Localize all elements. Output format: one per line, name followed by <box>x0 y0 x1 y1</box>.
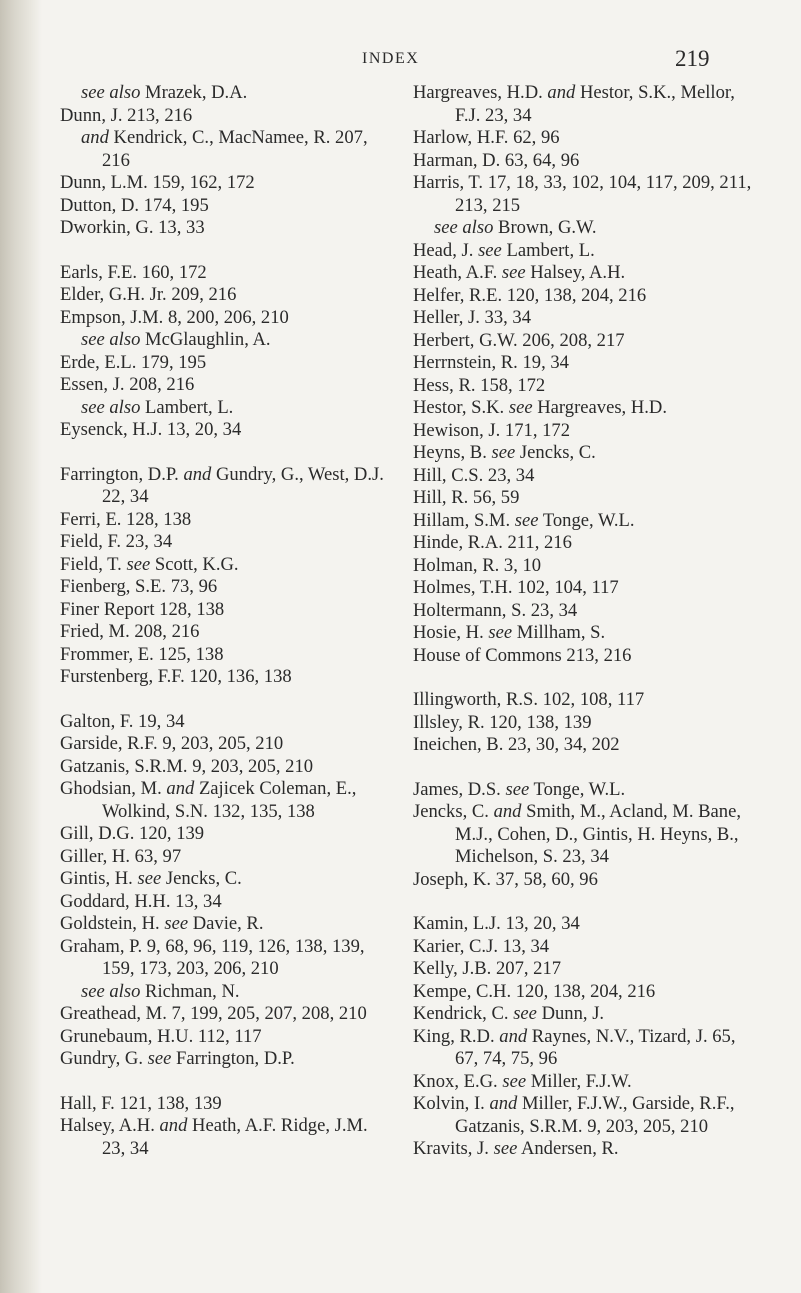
index-column-right <box>413 82 763 1161</box>
index-entry <box>60 172 390 195</box>
index-entry <box>413 734 763 757</box>
entry-text: Harman, D. 63, 64, 96 <box>413 149 580 171</box>
cross-reference-label: see <box>478 239 502 261</box>
entry-text: House of Commons 213, 216 <box>413 644 632 666</box>
index-entry <box>60 936 390 981</box>
entry-text: Gatzanis, S.R.M. 9, 203, 205, 210 <box>60 755 314 777</box>
letter-group-gap <box>60 1071 390 1093</box>
index-entry <box>60 284 390 307</box>
entry-text: Field, F. 23, 34 <box>60 531 173 552</box>
index-entry <box>413 779 763 802</box>
index-entry <box>413 532 763 555</box>
index-entry <box>413 913 763 936</box>
index-entry <box>60 778 390 823</box>
entry-text: Ghodsian, M. <box>60 778 167 799</box>
index-entry <box>60 195 390 218</box>
entry-text-continued: Heath, A.F. Ridge, J.M. 23, 34 <box>102 1115 368 1159</box>
entry-text: Herbert, G.W. 206, 208, 217 <box>413 329 625 351</box>
index-entry <box>60 621 390 644</box>
index-entry <box>413 869 763 892</box>
index-subentry <box>60 981 390 1004</box>
entry-text: Richman, N. <box>140 980 240 1002</box>
entry-text: Gill, D.G. 120, 139 <box>60 823 205 844</box>
index-entry <box>60 554 390 577</box>
index-entry <box>60 599 390 622</box>
index-entry <box>413 689 763 712</box>
entry-text: Gintis, H. <box>60 868 138 889</box>
entry-text: Heyns, B. <box>413 442 492 463</box>
index-subentry <box>60 127 390 172</box>
entry-text: Jencks, C. <box>413 801 494 822</box>
entry-text: Illsley, R. 120, 138, 139 <box>413 711 592 733</box>
index-entry <box>413 127 763 150</box>
entry-text: Ineichen, B. 23, 30, 34, 202 <box>413 734 620 755</box>
index-entry <box>60 105 390 128</box>
entry-text: Graham, P. 9, 68, 96, 119, 126, 138, 139, 159, 173, 203, 206, 210 <box>60 935 365 979</box>
index-entry <box>413 307 763 330</box>
letter-group-gap <box>60 689 390 711</box>
entry-text: Kamin, L.J. 13, 20, 34 <box>413 913 580 934</box>
index-entry <box>413 420 763 443</box>
entry-text: Hestor, S.K. <box>413 397 509 418</box>
index-entry <box>60 374 390 397</box>
entry-text-continued: Halsey, A.H. <box>525 262 626 283</box>
entry-text: Garside, R.F. 9, 203, 205, 210 <box>60 733 284 754</box>
cross-reference-label: and <box>159 1115 188 1136</box>
index-entry <box>60 1115 390 1160</box>
index-entry <box>413 1026 763 1071</box>
entry-text: Eysenck, H.J. 13, 20, 34 <box>60 419 242 440</box>
index-entry <box>413 285 763 308</box>
entry-text: Empson, J.M. 8, 200, 206, 210 <box>60 306 289 328</box>
cross-reference-label: see <box>491 442 516 463</box>
index-entry <box>60 509 390 532</box>
index-entry <box>60 464 390 509</box>
entry-text: James, D.S. <box>413 778 506 800</box>
index-entry <box>413 442 763 465</box>
entry-text: Goddard, H.H. 13, 34 <box>60 890 222 912</box>
index-entry <box>413 936 763 959</box>
entry-text: Dunn, L.M. 159, 162, 172 <box>60 172 255 193</box>
entry-text: Harris, T. 17, 18, 33, 102, 104, 117, 209, 211, 213, 215 <box>413 172 752 216</box>
index-entry <box>60 868 390 891</box>
index-entry <box>413 397 763 420</box>
cross-reference-label: see <box>513 1003 537 1024</box>
index-subentry <box>413 217 763 240</box>
entry-text: Fried, M. 208, 216 <box>60 621 200 642</box>
cross-reference-label: and <box>81 127 109 148</box>
index-subentry <box>60 397 390 420</box>
entry-text: Kravits, J. <box>413 1138 494 1159</box>
entry-text: Galton, F. 19, 34 <box>60 710 185 732</box>
index-entry <box>413 487 763 510</box>
index-entry <box>413 82 763 127</box>
entry-text: Kolvin, I. <box>413 1093 490 1114</box>
index-entry <box>60 913 390 936</box>
cross-reference-label: see <box>147 1048 172 1069</box>
entry-text: Furstenberg, F.F. 120, 136, 138 <box>60 666 292 687</box>
entry-text: Giller, H. 63, 97 <box>60 845 182 867</box>
entry-text: Kelly, J.B. 207, 217 <box>413 958 562 979</box>
index-entry <box>60 1048 390 1071</box>
entry-text: Greathead, M. 7, 199, 205, 207, 208, 210 <box>60 1003 367 1024</box>
index-column-left <box>60 82 390 1160</box>
running-title: INDEX <box>362 50 420 67</box>
index-entry <box>60 733 390 756</box>
cross-reference-label: and <box>493 801 522 822</box>
cross-reference-label: see <box>137 868 162 889</box>
cross-reference-label: see also <box>81 396 141 418</box>
entry-text: Dunn, J. 213, 216 <box>60 104 193 126</box>
index-entry <box>413 330 763 353</box>
entry-text: Earls, F.E. 160, 172 <box>60 261 207 283</box>
entry-text: Erde, E.L. 179, 195 <box>60 351 207 373</box>
index-entry <box>60 891 390 914</box>
index-entry <box>60 666 390 689</box>
entry-text: Harlow, H.F. 62, 96 <box>413 127 560 148</box>
entry-text-continued: Miller, F.J.W., Garside, R.F., Gatzanis, S.R.M. 9, 203, 205, 210 <box>455 1093 735 1137</box>
entry-text: Hillam, S.M. <box>413 509 515 531</box>
cross-reference-label: see also <box>81 329 141 350</box>
index-entry <box>60 1026 390 1049</box>
entry-text: Helfer, R.E. 120, 138, 204, 216 <box>413 284 647 306</box>
entry-text-continued: Tonge, W.L. <box>538 509 635 531</box>
index-entry <box>413 510 763 533</box>
entry-text: Hinde, R.A. 211, 216 <box>413 532 572 553</box>
letter-group-gap <box>60 442 390 464</box>
entry-text: Herrnstein, R. 19, 34 <box>413 352 569 373</box>
entry-text: Kempe, C.H. 120, 138, 204, 216 <box>413 980 656 1002</box>
index-entry <box>60 531 390 554</box>
entry-text: King, R.D. <box>413 1025 500 1047</box>
entry-text: Elder, G.H. Jr. 209, 216 <box>60 284 237 305</box>
entry-text: Essen, J. 208, 216 <box>60 374 195 395</box>
index-entry <box>413 801 763 869</box>
cross-reference-label: and <box>547 82 576 103</box>
entry-text-continued: Lambert, L. <box>501 239 595 261</box>
entry-text: Knox, E.G. <box>413 1070 503 1092</box>
index-entry <box>60 262 390 285</box>
index-entry <box>413 555 763 578</box>
entry-text: Lambert, L. <box>140 396 234 418</box>
entry-text-continued: Smith, M., Acland, M. Bane, M.J., Cohen, D., Gintis, H. Heyns, B., Michelson, S. 23, 34 <box>455 801 741 867</box>
entry-text-continued: Hestor, S.K., Mellor, F.J. 23, 34 <box>455 82 735 126</box>
index-entry <box>60 1003 390 1026</box>
cross-reference-label: see also <box>81 980 141 1002</box>
index-entry <box>60 711 390 734</box>
entry-text-continued: Zajicek Coleman, E., Wolkind, S.N. 132, 135, 138 <box>102 778 357 822</box>
index-entry <box>413 712 763 735</box>
entry-text: Frommer, E. 125, 138 <box>60 643 224 665</box>
index-entry <box>413 465 763 488</box>
cross-reference-label: see <box>502 1070 527 1092</box>
page-header <box>0 46 801 80</box>
entry-text: McGlaughlin, A. <box>140 329 271 350</box>
entry-text-continued: Scott, K.G. <box>150 553 239 575</box>
entry-text: Kendrick, C., MacNamee, R. 207, 216 <box>102 127 368 171</box>
entry-text: Dworkin, G. 13, 33 <box>60 217 205 238</box>
entry-text-continued: Dunn, J. <box>536 1003 605 1024</box>
index-entry <box>60 846 390 869</box>
index-entry <box>60 352 390 375</box>
index-entry <box>413 172 763 217</box>
index-entry <box>60 823 390 846</box>
entry-text-continued: Tonge, W.L. <box>529 778 626 800</box>
index-entry <box>413 958 763 981</box>
entry-text-continued: Miller, F.J.W. <box>526 1070 632 1092</box>
entry-text: Grunebaum, H.U. 112, 117 <box>60 1025 262 1047</box>
entry-text: Hill, R. 56, 59 <box>413 487 520 508</box>
entry-text-continued: Raynes, N.V., Tizard, J. 65, 67, 74, 75, 96 <box>455 1025 736 1069</box>
index-entry <box>60 419 390 442</box>
entry-text: Brown, G.W. <box>493 217 597 238</box>
index-entry <box>413 240 763 263</box>
letter-group-gap <box>413 757 763 779</box>
letter-group-gap <box>413 891 763 913</box>
entry-text: Mrazek, D.A. <box>140 82 248 103</box>
entry-text: Hill, C.S. 23, 34 <box>413 464 535 486</box>
cross-reference-label: see <box>508 397 533 418</box>
index-entry <box>413 981 763 1004</box>
cross-reference-label: see <box>505 778 530 800</box>
entry-text: Goldstein, H. <box>60 913 165 934</box>
entry-text: Halsey, A.H. <box>60 1115 160 1136</box>
index-entry <box>60 576 390 599</box>
index-subentry <box>60 329 390 352</box>
entry-text: Field, T. <box>60 553 127 575</box>
entry-text: Ferri, E. 128, 138 <box>60 508 192 530</box>
index-entry <box>413 645 763 668</box>
cross-reference-label: and <box>183 463 212 485</box>
entry-text: Hargreaves, H.D. <box>413 82 548 103</box>
entry-text: Hewison, J. 171, 172 <box>413 419 571 441</box>
index-subentry <box>60 82 390 105</box>
index-entry <box>413 150 763 173</box>
entry-text-continued: Jencks, C. <box>161 868 242 889</box>
entry-text: Illingworth, R.S. 102, 108, 117 <box>413 689 645 710</box>
entry-text: Joseph, K. 37, 58, 60, 96 <box>413 868 598 890</box>
cross-reference-label: see <box>126 553 151 575</box>
index-entry <box>413 600 763 623</box>
entry-text-continued: Hargreaves, H.D. <box>532 397 668 418</box>
cross-reference-label: and <box>166 778 195 799</box>
cross-reference-label: see <box>488 622 513 643</box>
index-entry <box>413 1138 763 1161</box>
cross-reference-label: see <box>164 913 189 934</box>
index-entry <box>413 375 763 398</box>
cross-reference-label: see <box>493 1138 518 1159</box>
letter-group-gap <box>60 240 390 262</box>
entry-text: Holman, R. 3, 10 <box>413 554 542 576</box>
index-entry <box>413 1071 763 1094</box>
cross-reference-label: see also <box>434 217 494 238</box>
index-entry <box>60 756 390 779</box>
cross-reference-label: see <box>514 509 539 531</box>
index-entry <box>413 622 763 645</box>
index-entry <box>60 1093 390 1116</box>
entry-text: Kendrick, C. <box>413 1003 514 1024</box>
entry-text: Heath, A.F. <box>413 262 502 283</box>
entry-text-continued: Farrington, D.P. <box>171 1048 295 1069</box>
cross-reference-label: see also <box>81 82 141 103</box>
entry-text: Farrington, D.P. <box>60 463 184 485</box>
index-entry <box>413 262 763 285</box>
entry-text: Finer Report 128, 138 <box>60 598 225 620</box>
entry-text: Karier, C.J. 13, 34 <box>413 935 550 957</box>
letter-group-gap <box>413 667 763 689</box>
index-entry <box>413 577 763 600</box>
entry-text-continued: Andersen, R. <box>517 1138 619 1159</box>
entry-text-continued: Gundry, G., West, D.J. 22, 34 <box>102 463 384 507</box>
page-number: 219 <box>675 46 710 71</box>
entry-text: Head, J. <box>413 239 479 261</box>
index-entry <box>413 1003 763 1026</box>
page-gutter-shadow <box>0 0 42 1293</box>
index-entry <box>413 1093 763 1138</box>
cross-reference-label: and <box>499 1025 528 1047</box>
entry-text: Hess, R. 158, 172 <box>413 374 546 396</box>
index-entry <box>413 352 763 375</box>
entry-text: Hosie, H. <box>413 622 489 643</box>
cross-reference-label: and <box>489 1093 518 1114</box>
entry-text: Dutton, D. 174, 195 <box>60 194 209 216</box>
index-entry <box>60 307 390 330</box>
entry-text: Holtermann, S. 23, 34 <box>413 599 578 621</box>
index-entry <box>60 217 390 240</box>
entry-text-continued: Davie, R. <box>188 913 264 934</box>
entry-text: Holmes, T.H. 102, 104, 117 <box>413 577 619 598</box>
entry-text: Gundry, G. <box>60 1048 148 1069</box>
entry-text-continued: Jencks, C. <box>515 442 596 463</box>
entry-text-continued: Millham, S. <box>512 622 606 643</box>
entry-text: Heller, J. 33, 34 <box>413 307 532 328</box>
index-entry <box>60 644 390 667</box>
entry-text: Fienberg, S.E. 73, 96 <box>60 576 218 597</box>
entry-text: Hall, F. 121, 138, 139 <box>60 1092 222 1114</box>
cross-reference-label: see <box>501 262 526 283</box>
